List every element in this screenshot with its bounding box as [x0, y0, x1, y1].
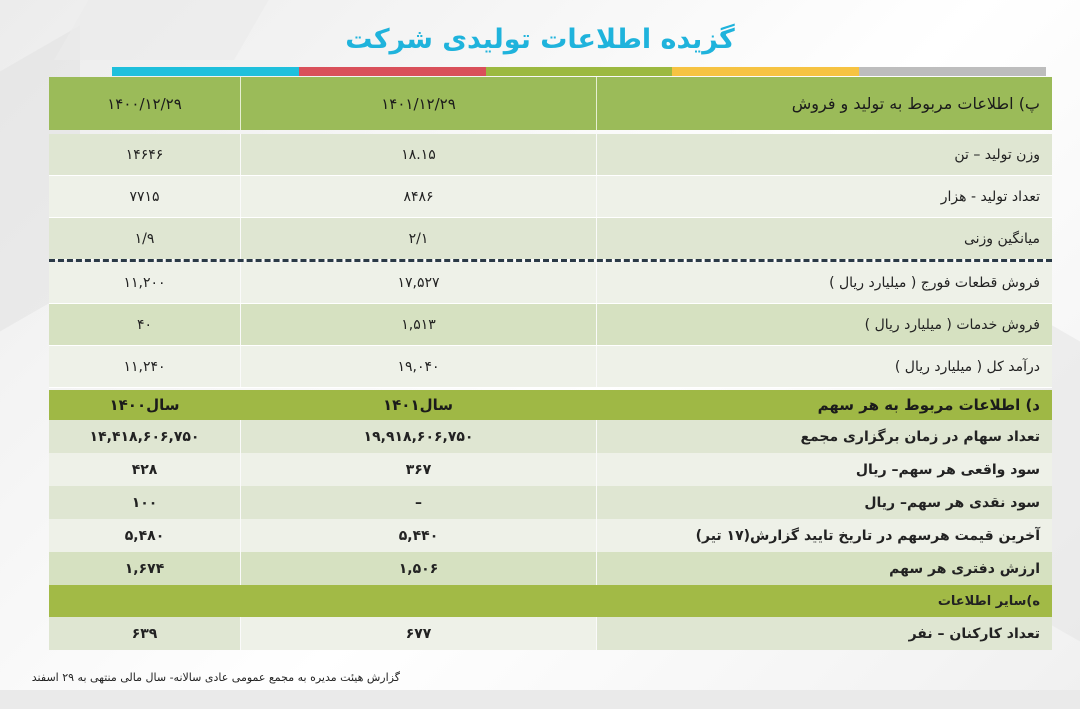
- value-1401: ۱۷,۵۲۷: [240, 262, 596, 303]
- row-label: سود نقدی هر سهم– ریال: [596, 486, 1052, 519]
- production-info-table: [49, 77, 1052, 650]
- value-1401: ۳۶۷: [240, 453, 596, 486]
- table-row: [49, 304, 1052, 346]
- table-row: [49, 617, 1052, 650]
- table-row: [49, 420, 1052, 453]
- value-1400: ۱۰۰: [131, 494, 158, 511]
- value-1400: ۶۳۹: [131, 625, 158, 642]
- row-label: وزن تولید – تن: [596, 134, 1052, 175]
- dashed-divider: [49, 259, 1052, 262]
- value-1401: ۱۸.۱۵: [240, 134, 596, 175]
- section-e-header: [49, 585, 1052, 617]
- value-1401: ۱,۵۰۶: [240, 552, 596, 585]
- row-label: میانگین وزنی: [596, 218, 1052, 259]
- value-1400: ۱,۶۷۴: [124, 560, 165, 577]
- value-1400: ۷۷۱۵: [129, 188, 160, 205]
- row-label: درآمد کل ( میلیارد ریال ): [596, 346, 1052, 387]
- header-col-1400: ۱۴۰۰/۱۲/۲۹: [107, 94, 182, 113]
- row-label: سود واقعی هر سهم– ریال: [596, 453, 1052, 486]
- value-1400: ۱۱,۲۰۰: [123, 274, 166, 291]
- color-segment-yellow: [672, 67, 859, 76]
- footer-text: گزارش هیئت مدیره به مجمع عمومی عادی سالانه- سال مالی منتهی به ۲۹ اسفند: [31, 671, 400, 684]
- footer-band: [0, 690, 1080, 709]
- value-1400: ۱۴۶۴۶: [125, 146, 164, 163]
- value-1400: ۱۱,۲۴۰: [123, 358, 166, 375]
- value-1401: ۱۹,۹۱۸,۶۰۶,۷۵۰: [240, 420, 596, 453]
- table-row: [49, 262, 1052, 304]
- row-label: آخرین قیمت هرسهم در تاریخ تایید گزارش(۱۷ تیر): [596, 519, 1052, 552]
- slide-title: گزیده اطلاعات تولیدی شرکت: [345, 24, 735, 55]
- section-d-header: [49, 390, 1052, 420]
- color-segment-cyan: [112, 67, 299, 76]
- row-label: تعداد تولید - هزار: [596, 176, 1052, 217]
- value-1400: ۱/۹: [134, 230, 155, 247]
- value-1400: ۱۴,۴۱۸,۶۰۶,۷۵۰: [89, 428, 200, 445]
- color-segment-gray: [859, 67, 1046, 76]
- table-row: [49, 519, 1052, 552]
- table-row: [49, 134, 1052, 176]
- value-1401: ۸۴۸۶: [240, 176, 596, 217]
- value-1401: ۵,۴۴۰: [240, 519, 596, 552]
- value-1400: ۵,۴۸۰: [124, 527, 165, 544]
- header-col-1401: ۱۴۰۱/۱۲/۲۹: [240, 77, 596, 130]
- header-col-1400: سال۱۴۰۰: [109, 396, 180, 414]
- table-row: [49, 218, 1052, 260]
- header-label: پ) اطلاعات مربوط به تولید و فروش: [596, 77, 1052, 130]
- section-p-header: [49, 77, 1052, 130]
- table-row: [49, 453, 1052, 486]
- value-1401: –: [240, 486, 596, 519]
- value-1400: ۴۰: [136, 316, 153, 333]
- row-label: فروش خدمات ( میلیارد ریال ): [596, 304, 1052, 345]
- value-1400: ۴۲۸: [131, 461, 158, 478]
- value-1401: ۲/۱: [240, 218, 596, 259]
- header-label: د) اطلاعات مربوط به هر سهم: [817, 396, 1040, 414]
- row-label: تعداد سهام در زمان برگزاری مجمع: [596, 420, 1052, 453]
- table-row: [49, 552, 1052, 585]
- color-segment-green: [486, 67, 673, 76]
- row-label: فروش قطعات فورج ( میلیارد ریال ): [596, 262, 1052, 303]
- value-1401: ۶۷۷: [240, 617, 596, 650]
- color-segment-red: [299, 67, 486, 76]
- header-label: ه)سایر اطلاعات: [937, 593, 1040, 609]
- row-label: تعداد کارکنان – نفر: [596, 617, 1052, 650]
- color-bar: [112, 67, 1046, 76]
- row-label: ارزش دفتری هر سهم: [596, 552, 1052, 585]
- table-row: [49, 486, 1052, 519]
- value-1401: ۱۹,۰۴۰: [240, 346, 596, 387]
- header-col-1401: سال۱۴۰۱: [382, 396, 454, 414]
- table-row: [49, 346, 1052, 388]
- value-1401: ۱,۵۱۳: [240, 304, 596, 345]
- table-row: [49, 176, 1052, 218]
